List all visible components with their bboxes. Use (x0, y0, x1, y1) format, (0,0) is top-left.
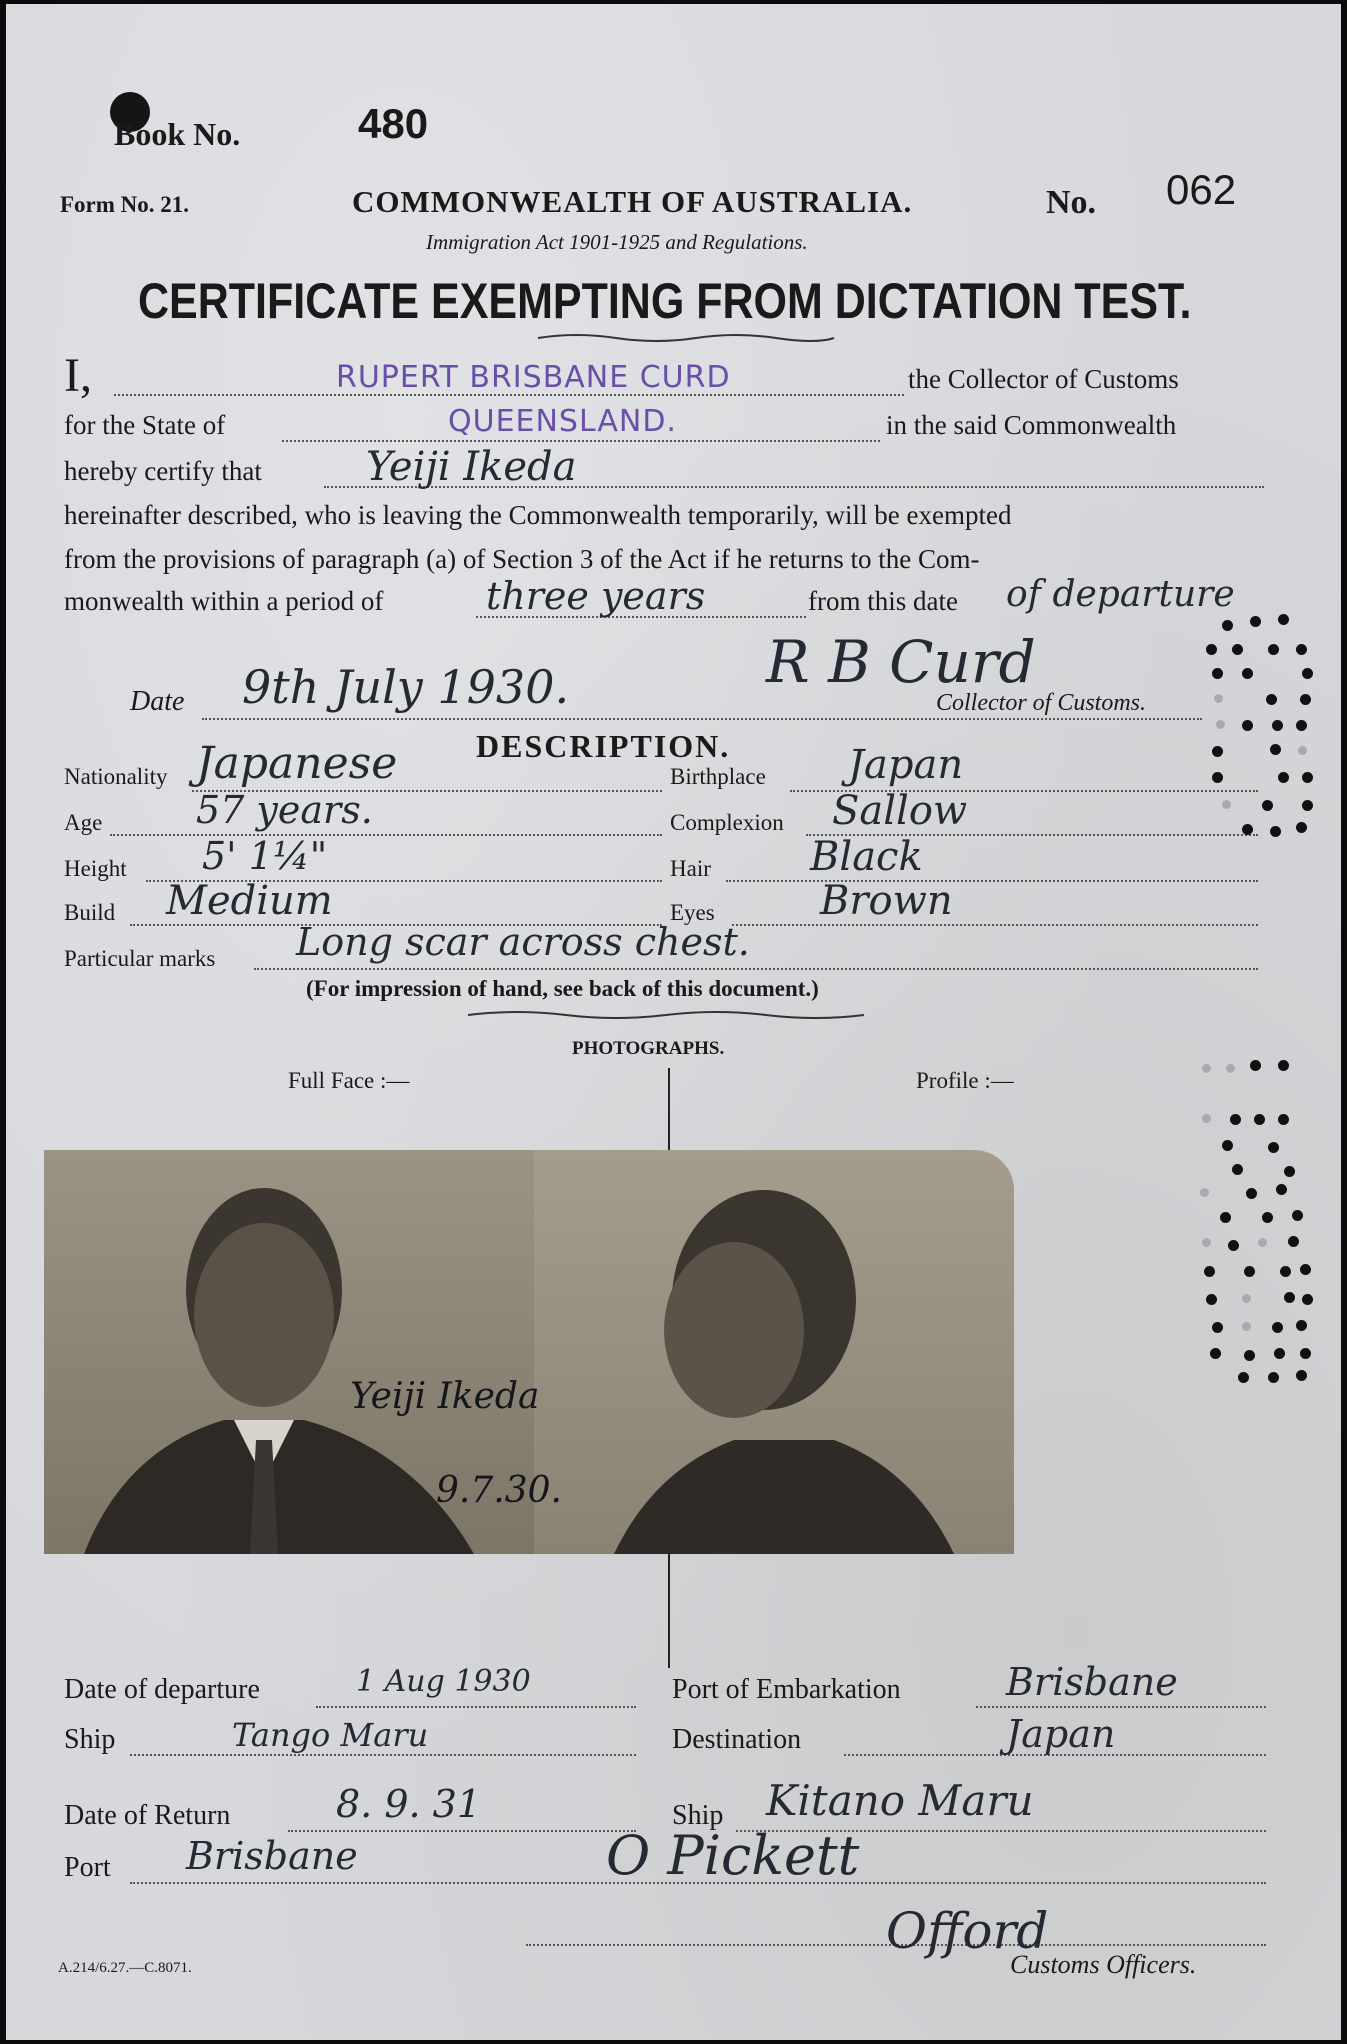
marks-value: Long scar across chest. (296, 920, 750, 964)
customs-officers-title: Customs Officers. (1010, 1950, 1197, 1979)
country-heading: COMMONWEALTH OF AUSTRALIA. (352, 184, 913, 219)
hair-value: Black (810, 834, 923, 880)
period-suffix: of departure (1006, 574, 1235, 615)
eyes-label: Eyes (670, 900, 715, 925)
state-stamp: QUEENSLAND. (448, 404, 677, 439)
date-value: 9th July 1930. (242, 660, 570, 714)
state-line (282, 440, 880, 442)
description-heading: DESCRIPTION. (476, 728, 731, 764)
complexion-label: Complexion (670, 810, 784, 835)
book-number: 480 (358, 100, 429, 147)
return-ship-value: Kitano Maru (766, 1776, 1034, 1825)
collector-signature: R B Curd (766, 628, 1036, 696)
build-value: Medium (166, 878, 333, 924)
departure-line (316, 1706, 636, 1708)
eyes-value: Brown (820, 878, 953, 924)
commonwealth-text: in the said Commonwealth (886, 410, 1177, 440)
title-underline (536, 330, 836, 346)
age-line (110, 834, 662, 836)
officer-signature-1: O Pickett (606, 1824, 860, 1887)
collector-name-stamp: RUPERT BRISBANE CURD (336, 360, 731, 395)
return-line (288, 1830, 636, 1832)
pronoun-i: I, (64, 349, 92, 402)
photo-date: 9.7.30. (436, 1470, 562, 1511)
certificate-document (6, 4, 1341, 2040)
certificate-number: 062 (1166, 166, 1237, 213)
ship-label: Ship (64, 1724, 116, 1755)
embarkation-label: Port of Embarkation (672, 1674, 901, 1705)
hair-label: Hair (670, 856, 711, 881)
hand-impression-note: (For impression of hand, see back of this document.) (306, 976, 819, 1001)
birthplace-label: Birthplace (670, 764, 766, 789)
nationality-value: Japanese (196, 738, 398, 789)
eyes-line (732, 924, 1258, 926)
port-value: Brisbane (186, 1834, 358, 1878)
form-number: Form No. 21. (60, 192, 190, 217)
hair-line (726, 880, 1258, 882)
act-reference: Immigration Act 1901-1925 and Regulations. (426, 230, 808, 254)
officer-signature-2: Offord (886, 1902, 1049, 1960)
paragraph-line-2: hereinafter described, who is leaving the Commonwealth temporarily, will be exempted (64, 500, 1012, 530)
collector-of-customs: Collector of Customs. (936, 690, 1147, 716)
certify-label: hereby certify that (64, 456, 262, 486)
period-label: monwealth within a period of (64, 586, 384, 616)
certificate-title: CERTIFICATE EXEMPTING FROM DICTATION TEST. (138, 273, 1192, 329)
age-value: 57 years. (196, 788, 373, 832)
no-label: No. (1046, 184, 1097, 221)
build-label: Build (64, 900, 116, 925)
destination-value: Japan (1006, 1712, 1116, 1756)
nationality-label: Nationality (64, 764, 168, 789)
from-date-text: from this date (808, 586, 958, 616)
paragraph-line-3: from the provisions of paragraph (a) of Section 3 of the Act if he returns to the Com- (64, 544, 980, 574)
profile-photo (534, 1150, 1014, 1554)
date-line (202, 718, 1202, 720)
port-label: Port (64, 1852, 111, 1883)
embarkation-line (976, 1706, 1266, 1708)
age-label: Age (64, 810, 103, 835)
complexion-value: Sallow (832, 788, 968, 834)
destination-label: Destination (672, 1724, 802, 1755)
collector-title-text: the Collector of Customs (908, 364, 1179, 394)
departure-label: Date of departure (64, 1674, 260, 1705)
profile-label: Profile :— (916, 1068, 1014, 1093)
printer-code: A.214/6.27.—C.8071. (58, 1960, 192, 1976)
book-label: Book No. (114, 116, 241, 152)
return-ship-label: Ship (672, 1800, 724, 1831)
period-value: three years (486, 574, 706, 618)
profile-portrait-icon (534, 1150, 1014, 1554)
return-label: Date of Return (64, 1800, 231, 1831)
birthplace-value: Japan (848, 742, 964, 788)
marks-line (254, 968, 1258, 970)
full-face-label: Full Face :— (288, 1068, 410, 1093)
marks-label: Particular marks (64, 946, 216, 971)
height-value: 5' 1¼" (202, 834, 328, 878)
ship-line (130, 1754, 636, 1756)
return-value: 8. 9. 31 (336, 1782, 482, 1826)
photo-signature: Yeiji Ikeda (350, 1376, 540, 1417)
height-label: Height (64, 856, 127, 881)
departure-value: 1 Aug 1930 (356, 1664, 531, 1699)
person-name: Yeiji Ikeda (366, 444, 577, 490)
date-label: Date (130, 686, 185, 717)
state-label: for the State of (64, 410, 226, 440)
note-underline (466, 1008, 866, 1022)
photographs-heading: PHOTOGRAPHS. (572, 1038, 725, 1059)
embarkation-value: Brisbane (1006, 1660, 1178, 1704)
ship-value: Tango Maru (232, 1716, 429, 1754)
